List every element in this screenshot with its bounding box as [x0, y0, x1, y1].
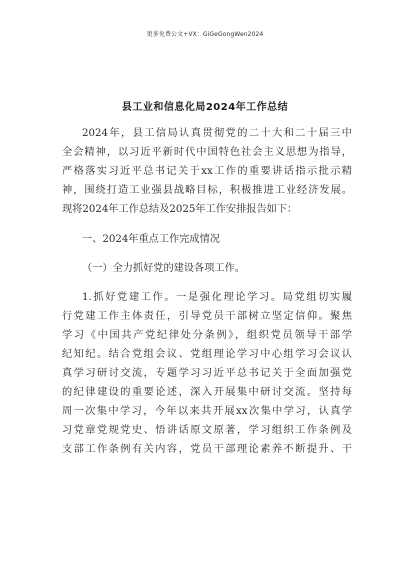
body-line: 行党建工作主体责任，引导党员干部树立坚定信仰。聚焦 — [62, 311, 352, 322]
body-line: 1.抓好党建工作。一是强化理论学习。局党组切实履 — [82, 292, 352, 303]
intro-line: 神，围绕打造工业强县战略目标，积极推进工业经济发展。 — [62, 185, 352, 196]
intro-line: 现将2024年工作总结及2025年工作安排报告如下： — [62, 204, 298, 215]
document-title: 县工业和信息化局2024年工作总结 — [121, 102, 289, 113]
subsection-heading: （一）全力抓好党的建设各项工作。 — [82, 263, 245, 274]
intro-line: 严格落实习近平总书记关于xx工作的重要讲话指示批示精 — [62, 166, 352, 177]
intro-line: 全会精神，以习近平新时代中国特色社会主义思想为指导， — [62, 147, 352, 158]
body-line: 学习《中国共产党纪律处分条例》，组织党员领导干部学 — [62, 330, 352, 341]
section-heading: 一、2024年重点工作完成情况 — [82, 234, 220, 245]
body-line: 习党章党规党史、悟讲话原文原著，学习组织工作条例及 — [62, 425, 352, 436]
body-line: 的纪律建设的重要论述，深入开展集中研讨交流。坚持每 — [62, 387, 352, 398]
header-note: 更多免费公文+VX：GiGeGongWen2024 — [146, 31, 264, 38]
body-line: 周一次集中学习，今年以来共开展xx次集中学习，认真学 — [62, 406, 352, 417]
body-line: 真学习研讨交流，专题学习习近平总书记关于全面加强党 — [62, 368, 352, 379]
body-line: 纪知纪。结合党组会议、党组理论学习中心组学习会议认 — [62, 349, 352, 360]
intro-line: 2024年，县工信局认真贯彻党的二十大和二十届三中 — [82, 128, 352, 139]
body-line: 支部工作条例有关内容，党员干部理论素养不断提升、干 — [62, 444, 352, 455]
